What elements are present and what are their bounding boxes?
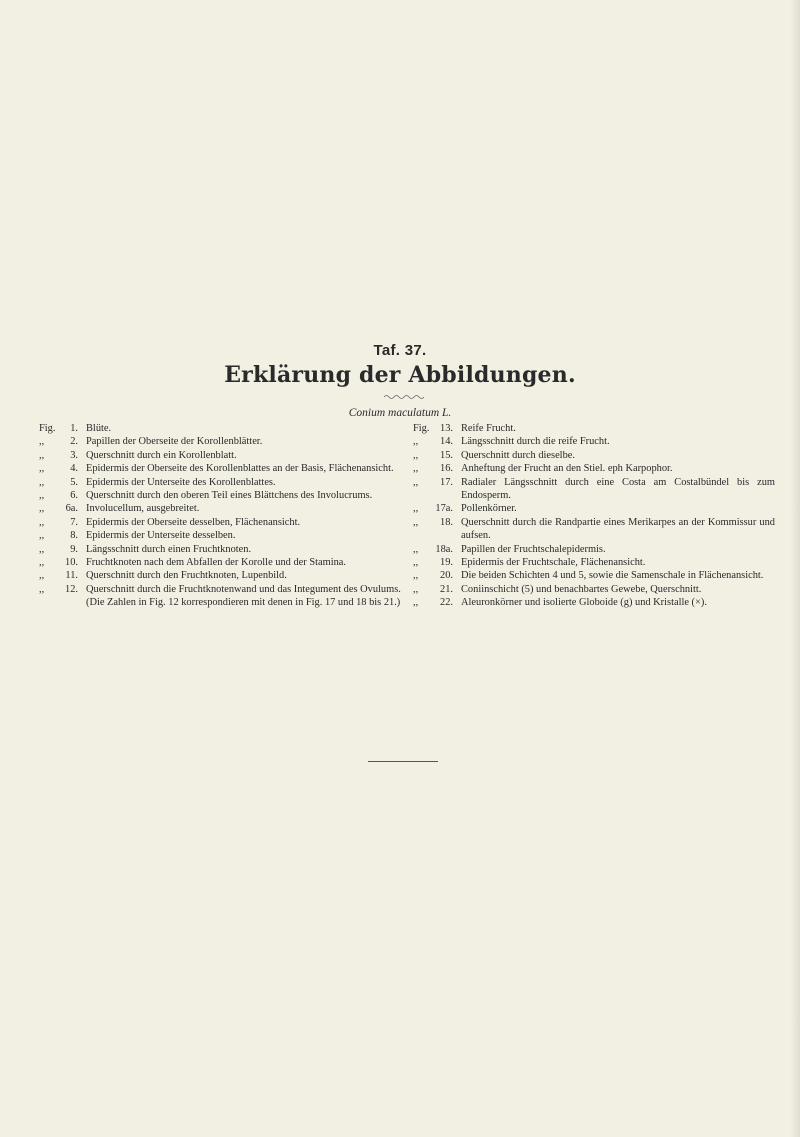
legend-entry (39, 449, 401, 462)
fig-number: 4. (70, 463, 78, 475)
fig-description: Anheftung der Frucht an den Stiel. eph Karpophor. (461, 463, 673, 475)
legend-entry (39, 502, 401, 515)
fig-number: 2. (70, 436, 78, 448)
fig-number: 18. (440, 516, 453, 528)
legend-entry (39, 476, 401, 489)
fig-description: Die beiden Schichten 4 und 5, sowie die Samenschale in Flächenansicht. (461, 570, 764, 582)
fig-prefix: ,, (39, 543, 45, 555)
fig-number: 8. (70, 530, 78, 542)
species-subtitle: Conium maculatum L. (348, 407, 452, 419)
fig-description: Epidermis der Unterseite des Korollenblattes. (86, 476, 276, 488)
fig-description: Epidermis der Unterseite desselben. (86, 530, 236, 542)
fig-description: Epidermis der Fruchtschale, Flächenansicht. (461, 557, 646, 569)
legend-column-left (39, 422, 401, 610)
fig-number: 17. (440, 476, 453, 488)
fig-prefix: ,, (39, 436, 45, 448)
fig-description: Querschnitt durch ein Korollenblatt. (86, 449, 237, 461)
fig-prefix: ,, (39, 463, 45, 475)
fig-prefix: ,, (413, 543, 419, 555)
fig-description: Blüte. (86, 423, 112, 434)
fig-prefix: ,, (413, 570, 419, 582)
legend-entry (413, 583, 775, 596)
fig-prefix: ,, (413, 597, 419, 609)
fig-description: Querschnitt durch die Randpartie eines Merikarpes an der Kommissur und aufsen. (461, 516, 775, 542)
fig-prefix: ,, (413, 516, 419, 528)
legend-entry (413, 556, 775, 569)
fig-number: 16. (440, 463, 453, 475)
fig-number: 5. (70, 476, 78, 488)
fig-number: 9. (70, 543, 78, 555)
fig-description: Pollenkörner. (461, 503, 517, 515)
divider-rule (368, 761, 438, 762)
fig-number: 6a. (65, 503, 78, 515)
fig-number: 20. (440, 570, 453, 582)
fig-description: Coniinschicht (5) und benachbartes Gewebe, Querschnitt. (461, 583, 702, 595)
fig-description: Epidermis der Oberseite des Korollenblattes an der Basis, Flächenansicht. (86, 463, 394, 475)
fig-number: 1. (70, 423, 78, 434)
fig-number: 3. (70, 449, 78, 461)
fig-number: 21. (440, 583, 453, 595)
fig-description: Reife Frucht. (461, 423, 516, 434)
fig-prefix: Fig. (413, 423, 430, 434)
fig-description: Querschnitt durch den oberen Teil eines Blättchens des Involucrums. (86, 490, 373, 502)
legend-entry (39, 489, 401, 502)
legend-entry (39, 516, 401, 529)
fig-number: 22. (440, 597, 453, 609)
fig-description: Papillen der Fruchtschalepidermis. (461, 543, 606, 555)
fig-prefix: ,, (39, 516, 45, 528)
fig-description: Radialer Längsschnitt durch eine Costa am Costalbündel bis zum Endosperm. (461, 476, 775, 502)
fig-description: Querschnitt durch dieselbe. (461, 449, 575, 461)
fig-prefix: ,, (413, 503, 419, 515)
fig-prefix: ,, (39, 476, 45, 488)
legend-column-right (413, 422, 775, 610)
fig-prefix: ,, (39, 583, 45, 595)
fig-prefix: ,, (39, 570, 45, 582)
legend-entry (413, 543, 775, 556)
fig-number: 13. (440, 423, 453, 434)
fig-number: 10. (65, 557, 78, 569)
fig-prefix: ,, (413, 436, 419, 448)
fig-description: Längsschnitt durch einen Fruchtknoten. (86, 543, 252, 555)
legend-entry (39, 529, 401, 542)
fig-description: Fruchtknoten nach dem Abfallen der Korolle und der Stamina. (86, 557, 346, 569)
legend-entry (413, 435, 775, 448)
legend-entry (413, 462, 775, 475)
page-title: Erklärung der Abbildungen. (224, 362, 576, 388)
fig-description: Aleuronkörner und isolierte Globoide (g) und Kristalle (×). (461, 597, 707, 609)
legend-entry (413, 516, 775, 543)
legend-entry (39, 422, 401, 435)
legend-entry (413, 502, 775, 515)
fig-description: Querschnitt durch die Fruchtknotenwand und das Integument des Ovulums. (86, 583, 401, 595)
legend-entry (413, 569, 775, 582)
fig-prefix: ,, (39, 557, 45, 569)
legend-entry (39, 543, 401, 556)
fig-prefix: ,, (39, 530, 45, 542)
fig-description: Querschnitt durch den Fruchtknoten, Lupenbild. (86, 570, 287, 582)
fig-prefix: ,, (39, 490, 45, 502)
page-edge (790, 0, 800, 1137)
legend-entry (413, 422, 775, 435)
fig-number: 15. (440, 449, 453, 461)
legend-entry (39, 569, 401, 582)
fig-description: Längsschnitt durch die reife Frucht. (461, 436, 610, 448)
wavy-ornament (384, 394, 424, 400)
legend-entry (413, 476, 775, 503)
legend-entry (39, 462, 401, 475)
legend-entry (39, 583, 401, 596)
fig-number: 17a. (435, 503, 453, 515)
fig-number: 7. (70, 516, 78, 528)
fig-prefix: ,, (413, 557, 419, 569)
fig-prefix: ,, (413, 449, 419, 461)
fig-description: Papillen der Oberseite der Korollenblätter. (86, 436, 263, 448)
fig-prefix: Fig. (39, 423, 56, 434)
fig-number: 18a. (435, 543, 453, 555)
fig-number: 6. (70, 490, 78, 502)
legend-entry (39, 556, 401, 569)
fig-prefix: ,, (413, 476, 419, 488)
fig-prefix: ,, (39, 449, 45, 461)
fig-number: 12. (65, 583, 78, 595)
fig-description: Epidermis der Oberseite desselben, Flächenansicht. (86, 516, 301, 528)
legend-entry (413, 596, 775, 609)
plate-number: Taf. 37. (373, 342, 427, 359)
fig-prefix: ,, (413, 463, 419, 475)
fig-prefix: ,, (39, 503, 45, 515)
legend-entry (39, 435, 401, 448)
fig-description: Involucellum, ausgebreitet. (86, 503, 200, 515)
fig-number: 19. (440, 557, 453, 569)
fig-number: 11. (65, 570, 78, 582)
legend-note: (Die Zahlen in Fig. 12 korrespondieren mit denen in Fig. 17 und 18 bis 21.) (86, 597, 401, 609)
legend-entry (413, 449, 775, 462)
fig-number: 14. (440, 436, 453, 448)
fig-prefix: ,, (413, 583, 419, 595)
